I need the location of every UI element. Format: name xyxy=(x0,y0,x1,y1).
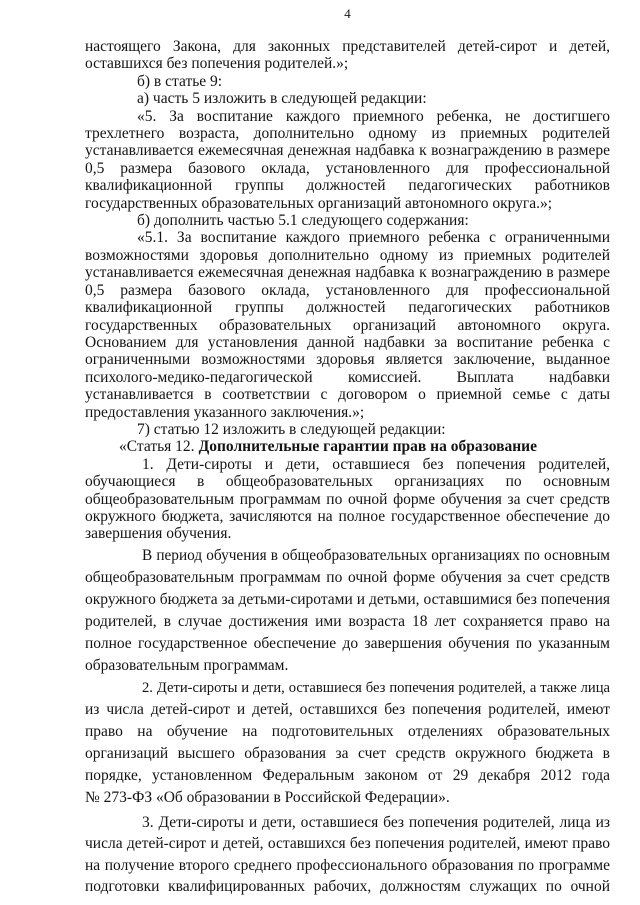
text-line: порядке, установленном Федеральным законом от 29 декабря 2012 года xyxy=(85,766,610,784)
text-line: устанавливается ежемесячная денежная надбавка к вознаграждению в размере xyxy=(85,142,610,160)
text-line: трехлетнего возраста, дополнительно одному из приемных родителей xyxy=(85,125,610,143)
text-line: числа детей-сирот и детей, оставшихся без попечения родителей, имеют право xyxy=(85,835,610,853)
text-line: 0,5 размера базового оклада, установленного для профессиональной xyxy=(85,281,610,299)
page-number: 4 xyxy=(344,6,351,21)
paragraph xyxy=(85,677,610,809)
text-line: устанавливается ежемесячная денежная надбавка к вознаграждению в размере xyxy=(85,264,610,282)
text-line: б) в статье 9: xyxy=(137,72,223,90)
text-line: образовательным программам. xyxy=(85,656,289,674)
text-block xyxy=(85,545,610,809)
text-line: Основанием для установления данной надбавки за воспитание ребенка с xyxy=(85,333,610,351)
text-line: государственных образовательных организаций автономного округа.»; xyxy=(85,194,553,212)
text-line: организаций высшего образования за счет средств окружного бюджета в xyxy=(85,744,610,762)
text-line: В период обучения в общеобразовательных организациях по основным xyxy=(142,546,610,564)
text-line: 0,5 размера базового оклада, установленного для профессиональной xyxy=(85,159,610,177)
document-body xyxy=(85,38,610,898)
article-heading xyxy=(85,438,610,455)
paragraph xyxy=(85,456,610,543)
paragraph xyxy=(85,212,610,229)
text-block xyxy=(85,812,610,898)
text-block xyxy=(85,38,610,543)
text-line: из числа детей-сирот и детей, оставшихся без попечения родителей, имеют xyxy=(85,700,610,718)
paragraph xyxy=(85,38,610,73)
text-line: на получение второго среднего профессионального образования по программе xyxy=(85,856,610,874)
paragraph xyxy=(85,229,610,420)
text-line: устанавливается в соответствии с договором о приемной семье с даты xyxy=(85,386,610,404)
text-line: возможностями здоровья дополнительно одному из приемных родителей xyxy=(85,246,610,264)
text-line: психолого-медико-педагогической комиссией. Выплата надбавки xyxy=(85,368,610,386)
text-line: право на обучение на подготовительных отделениях образовательных xyxy=(85,722,610,740)
text-line: 3. Дети-сироты и дети, оставшиеся без попечения родителей, лица из xyxy=(142,813,610,831)
text-line: общеобразовательным программам по очной форме обучения за счет средств xyxy=(85,568,610,586)
text-line: завершения обучения. xyxy=(85,525,232,543)
paragraph xyxy=(85,90,610,107)
text-line: родителей, в случае достижения ими возраста 18 лет сохраняется право на xyxy=(85,612,610,630)
text-line: общеобразовательным программам по очной форме обучения за счет средств xyxy=(85,490,610,508)
text-line: подготовки квалифицированных рабочих, должностям служащих по очной xyxy=(85,878,610,896)
text-line: настоящего Закона, для законных представителей детей-сирот и детей, xyxy=(85,38,610,55)
article-heading-title: Дополнительные гарантии прав на образование xyxy=(198,438,537,456)
text-line: предоставления указанного заключения.»; xyxy=(85,403,365,421)
text-line: окружного бюджета, зачисляются на полное государственное обеспечение до xyxy=(85,507,610,525)
paragraph xyxy=(85,812,610,898)
text-line: обучающиеся в общеобразовательных организациях по основным xyxy=(85,473,610,491)
text-line: 7) статью 12 изложить в следующей редакции: xyxy=(137,420,446,438)
text-line: № 273-ФЗ «Об образовании в Российской Федерации». xyxy=(85,788,450,806)
text-line: ограниченными возможностями здоровья является заключение, выданное xyxy=(85,351,610,369)
text-line: государственных образовательных организаций автономного округа. xyxy=(85,316,610,334)
text-line: окружного бюджета за детьми-сиротами и детьми, оставшимися без попечения xyxy=(85,590,610,608)
text-line: квалификационной группы должностей педагогических работников xyxy=(85,299,610,317)
paragraph xyxy=(85,73,610,90)
text-line: оставшихся без попечения родителей.»; xyxy=(85,55,349,73)
paragraph xyxy=(85,545,610,677)
text-line: 2. Дети-сироты и дети, оставшиеся без попечения родителей, а также лица xyxy=(142,679,610,696)
text-line: 1. Дети-сироты и дети, оставшиеся без попечения родителей, xyxy=(142,455,610,473)
text-line: квалификационной группы должностей педагогических работников xyxy=(85,177,610,195)
article-heading-prefix: «Статья 12. xyxy=(119,438,195,456)
text-line: полное государственное обеспечение до завершения обучения по указанным xyxy=(85,634,610,652)
paragraph xyxy=(85,421,610,438)
text-line: б) дополнить частью 5.1 следующего содержания: xyxy=(137,212,469,230)
text-line: а) часть 5 изложить в следующей редакции: xyxy=(137,90,427,108)
text-line: «5.1. За воспитание каждого приемного ребенка с ограниченными xyxy=(137,229,610,247)
text-line: «5. За воспитание каждого приемного ребенка, не достигшего xyxy=(137,107,610,125)
paragraph xyxy=(85,108,610,212)
